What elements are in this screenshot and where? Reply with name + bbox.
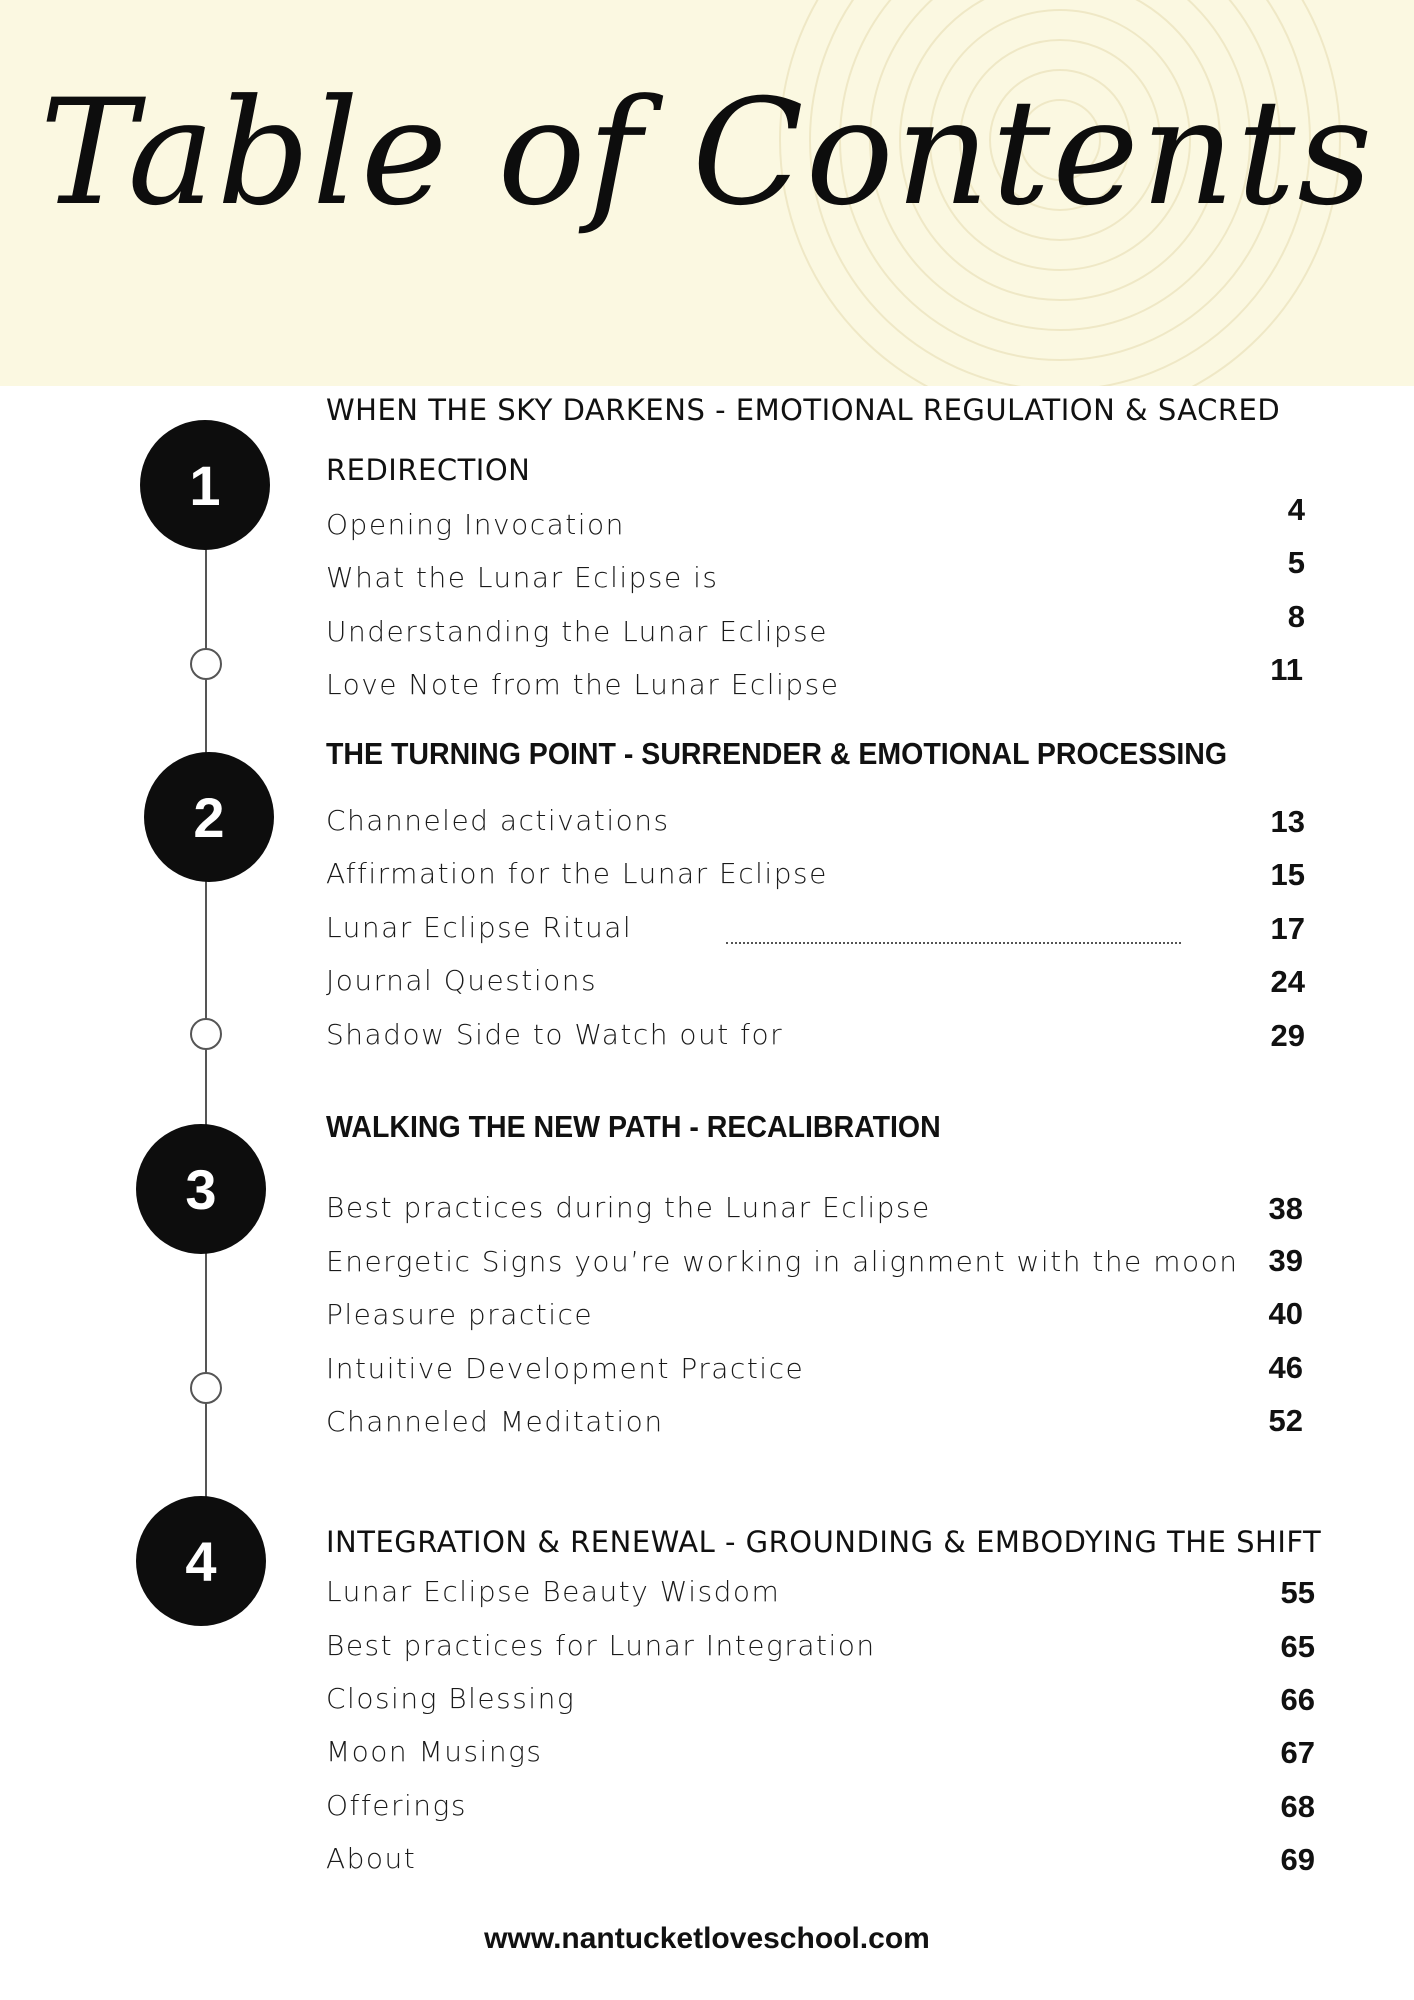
toc-entry-page: 5 <box>1287 545 1305 580</box>
toc-entry-title[interactable]: Closing Blessing <box>326 1682 576 1715</box>
toc-entry-page: 8 <box>1287 599 1305 634</box>
toc-entry-page: 52 <box>1268 1403 1303 1438</box>
section-number-1: 1 <box>140 420 270 550</box>
toc-entry-title[interactable]: Energetic Signs you’re working in alignment with the moon <box>326 1245 1239 1278</box>
toc-entry-page: 17 <box>1270 911 1305 946</box>
toc-entry-page: 24 <box>1270 964 1305 999</box>
section-number-4: 4 <box>136 1496 266 1626</box>
toc-entry-page: 46 <box>1268 1350 1303 1385</box>
toc-entry-page: 4 <box>1287 492 1305 527</box>
toc-entry-title[interactable]: Lunar Eclipse Beauty Wisdom <box>326 1575 781 1608</box>
toc-entry-title[interactable]: Moon Musings <box>326 1735 543 1768</box>
toc-entry-title[interactable]: What the Lunar Eclipse is <box>326 561 719 594</box>
toc-entry-title[interactable]: Lunar Eclipse Ritual <box>326 911 633 944</box>
footer-website-link[interactable]: www.nantucketloveschool.com <box>484 1922 930 1955</box>
toc-entry-page: 69 <box>1280 1842 1315 1877</box>
toc-entry-page: 38 <box>1268 1191 1303 1226</box>
toc-entry-title[interactable]: Journal Questions <box>326 964 598 997</box>
page-title: Table of Contents <box>39 68 1375 238</box>
toc-entry-title[interactable]: Love Note from the Lunar Eclipse <box>326 668 840 701</box>
toc-entry-title[interactable]: Best practices during the Lunar Eclipse <box>326 1191 931 1224</box>
toc-entry-page: 68 <box>1280 1789 1315 1824</box>
section-heading-1-line2: REDIRECTION <box>326 453 531 487</box>
toc-entry-page: 29 <box>1270 1018 1305 1053</box>
toc-entry-page: 65 <box>1280 1629 1315 1664</box>
toc-entry-page: 13 <box>1270 804 1305 839</box>
toc-entry-title[interactable]: Best practices for Lunar Integration <box>326 1629 876 1662</box>
toc-entry-page: 11 <box>1270 652 1303 687</box>
section-heading-3: WALKING THE NEW PATH - RECALIBRATION <box>326 1109 941 1144</box>
section-number-2: 2 <box>144 752 274 882</box>
toc-entry-title[interactable]: Offerings <box>326 1789 467 1822</box>
section-heading-2: THE TURNING POINT - SURRENDER & EMOTIONAL PROCESSING <box>326 736 1228 771</box>
toc-entry-page: 67 <box>1280 1735 1315 1770</box>
toc-entry-page: 15 <box>1270 857 1305 892</box>
section-heading-1-line1: WHEN THE SKY DARKENS - EMOTIONAL REGULATION & SACRED <box>326 393 1281 427</box>
toc-entry-page: 66 <box>1280 1682 1315 1717</box>
timeline-node <box>190 1372 222 1404</box>
toc-entry-page: 40 <box>1268 1296 1303 1331</box>
toc-entry-title[interactable]: Understanding the Lunar Eclipse <box>326 615 828 648</box>
toc-entry-title[interactable]: About <box>326 1842 417 1875</box>
toc-entry-title[interactable]: Shadow Side to Watch out for <box>326 1018 784 1051</box>
timeline-node <box>190 1018 222 1050</box>
toc-entry-title[interactable]: Intuitive Development Practice <box>326 1352 805 1385</box>
toc-entry-title[interactable]: Pleasure practice <box>326 1298 594 1331</box>
toc-entry-page: 39 <box>1268 1243 1303 1278</box>
dotted-leader-line <box>726 942 1181 944</box>
section-heading-4: INTEGRATION & RENEWAL - GROUNDING & EMBODYING THE SHIFT <box>326 1525 1322 1559</box>
timeline-node <box>190 648 222 680</box>
toc-entry-title[interactable]: Channeled activations <box>326 804 670 837</box>
toc-entry-title[interactable]: Affirmation for the Lunar Eclipse <box>326 857 828 890</box>
section-number-3: 3 <box>136 1124 266 1254</box>
toc-entry-title[interactable]: Opening Invocation <box>326 508 625 541</box>
header-band <box>0 0 1414 386</box>
toc-entry-page: 55 <box>1280 1575 1315 1610</box>
toc-entry-title[interactable]: Channeled Meditation <box>326 1405 664 1438</box>
